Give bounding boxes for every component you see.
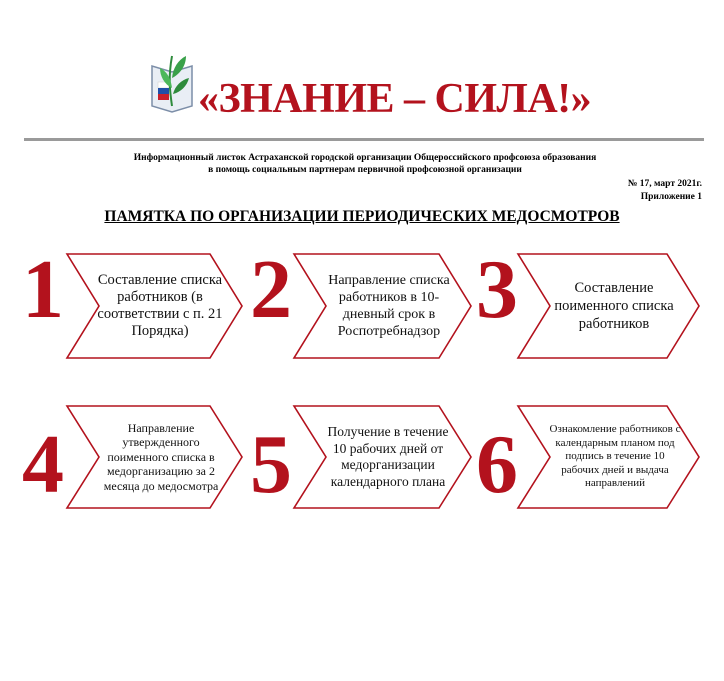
step-number-1: 1 — [22, 243, 64, 336]
step-number-4: 4 — [22, 418, 64, 511]
step-text-5: Получение в течение 10 рабочих дней от медорганизации календарного плана — [327, 424, 449, 489]
step-chevron-6 — [517, 405, 701, 509]
memo-title: ПАМЯТКА ПО ОРГАНИЗАЦИИ ПЕРИОДИЧЕСКИХ МЕДОСМОТРОВ — [104, 208, 620, 225]
step-chevron-3 — [517, 253, 701, 359]
header-subtitle — [60, 152, 670, 176]
step-text-2: Направление списка работников в 10-дневный срок в Роспотребнадзор — [328, 273, 450, 339]
step-number-5: 5 — [250, 418, 292, 511]
subtitle-line-2: в помощь социальным партнерам первичной профсоюзной организации — [208, 165, 522, 175]
step-text-1: Составление списка работников (в соответствии с п. 21 Порядка) — [97, 272, 223, 339]
step-text-3: Составление поименного списка работников — [554, 280, 674, 332]
step-number-6: 6 — [476, 418, 518, 511]
step-text-6: Ознакомление работников с календарным планом под подпись в течение 10 рабочих дней и выдача направлений — [549, 423, 681, 490]
step-number-2: 2 — [250, 243, 292, 336]
issue-info — [628, 178, 702, 204]
step-number-3: 3 — [476, 243, 518, 336]
header-divider — [24, 138, 704, 141]
subtitle-line-1: Информационный листок Астраханской городской организации Общероссийского профсоюза образования — [133, 153, 597, 163]
step-text-4: Направление утвержденного поименного списка в медорганизацию за 2 месяца до медосмотра — [103, 420, 219, 493]
step-chevron-1 — [66, 253, 244, 359]
union-logo — [146, 48, 198, 114]
step-chevron-4 — [66, 405, 244, 509]
masthead-title: «ЗНАНИЕ – СИЛА!» — [198, 76, 592, 122]
step-chevron-5 — [293, 405, 473, 509]
union-emblem-icon — [146, 48, 198, 114]
issue-number: № 17, март 2021г. — [627, 179, 702, 189]
step-chevron-2 — [293, 253, 473, 359]
appendix-label: Приложение 1 — [640, 192, 702, 202]
